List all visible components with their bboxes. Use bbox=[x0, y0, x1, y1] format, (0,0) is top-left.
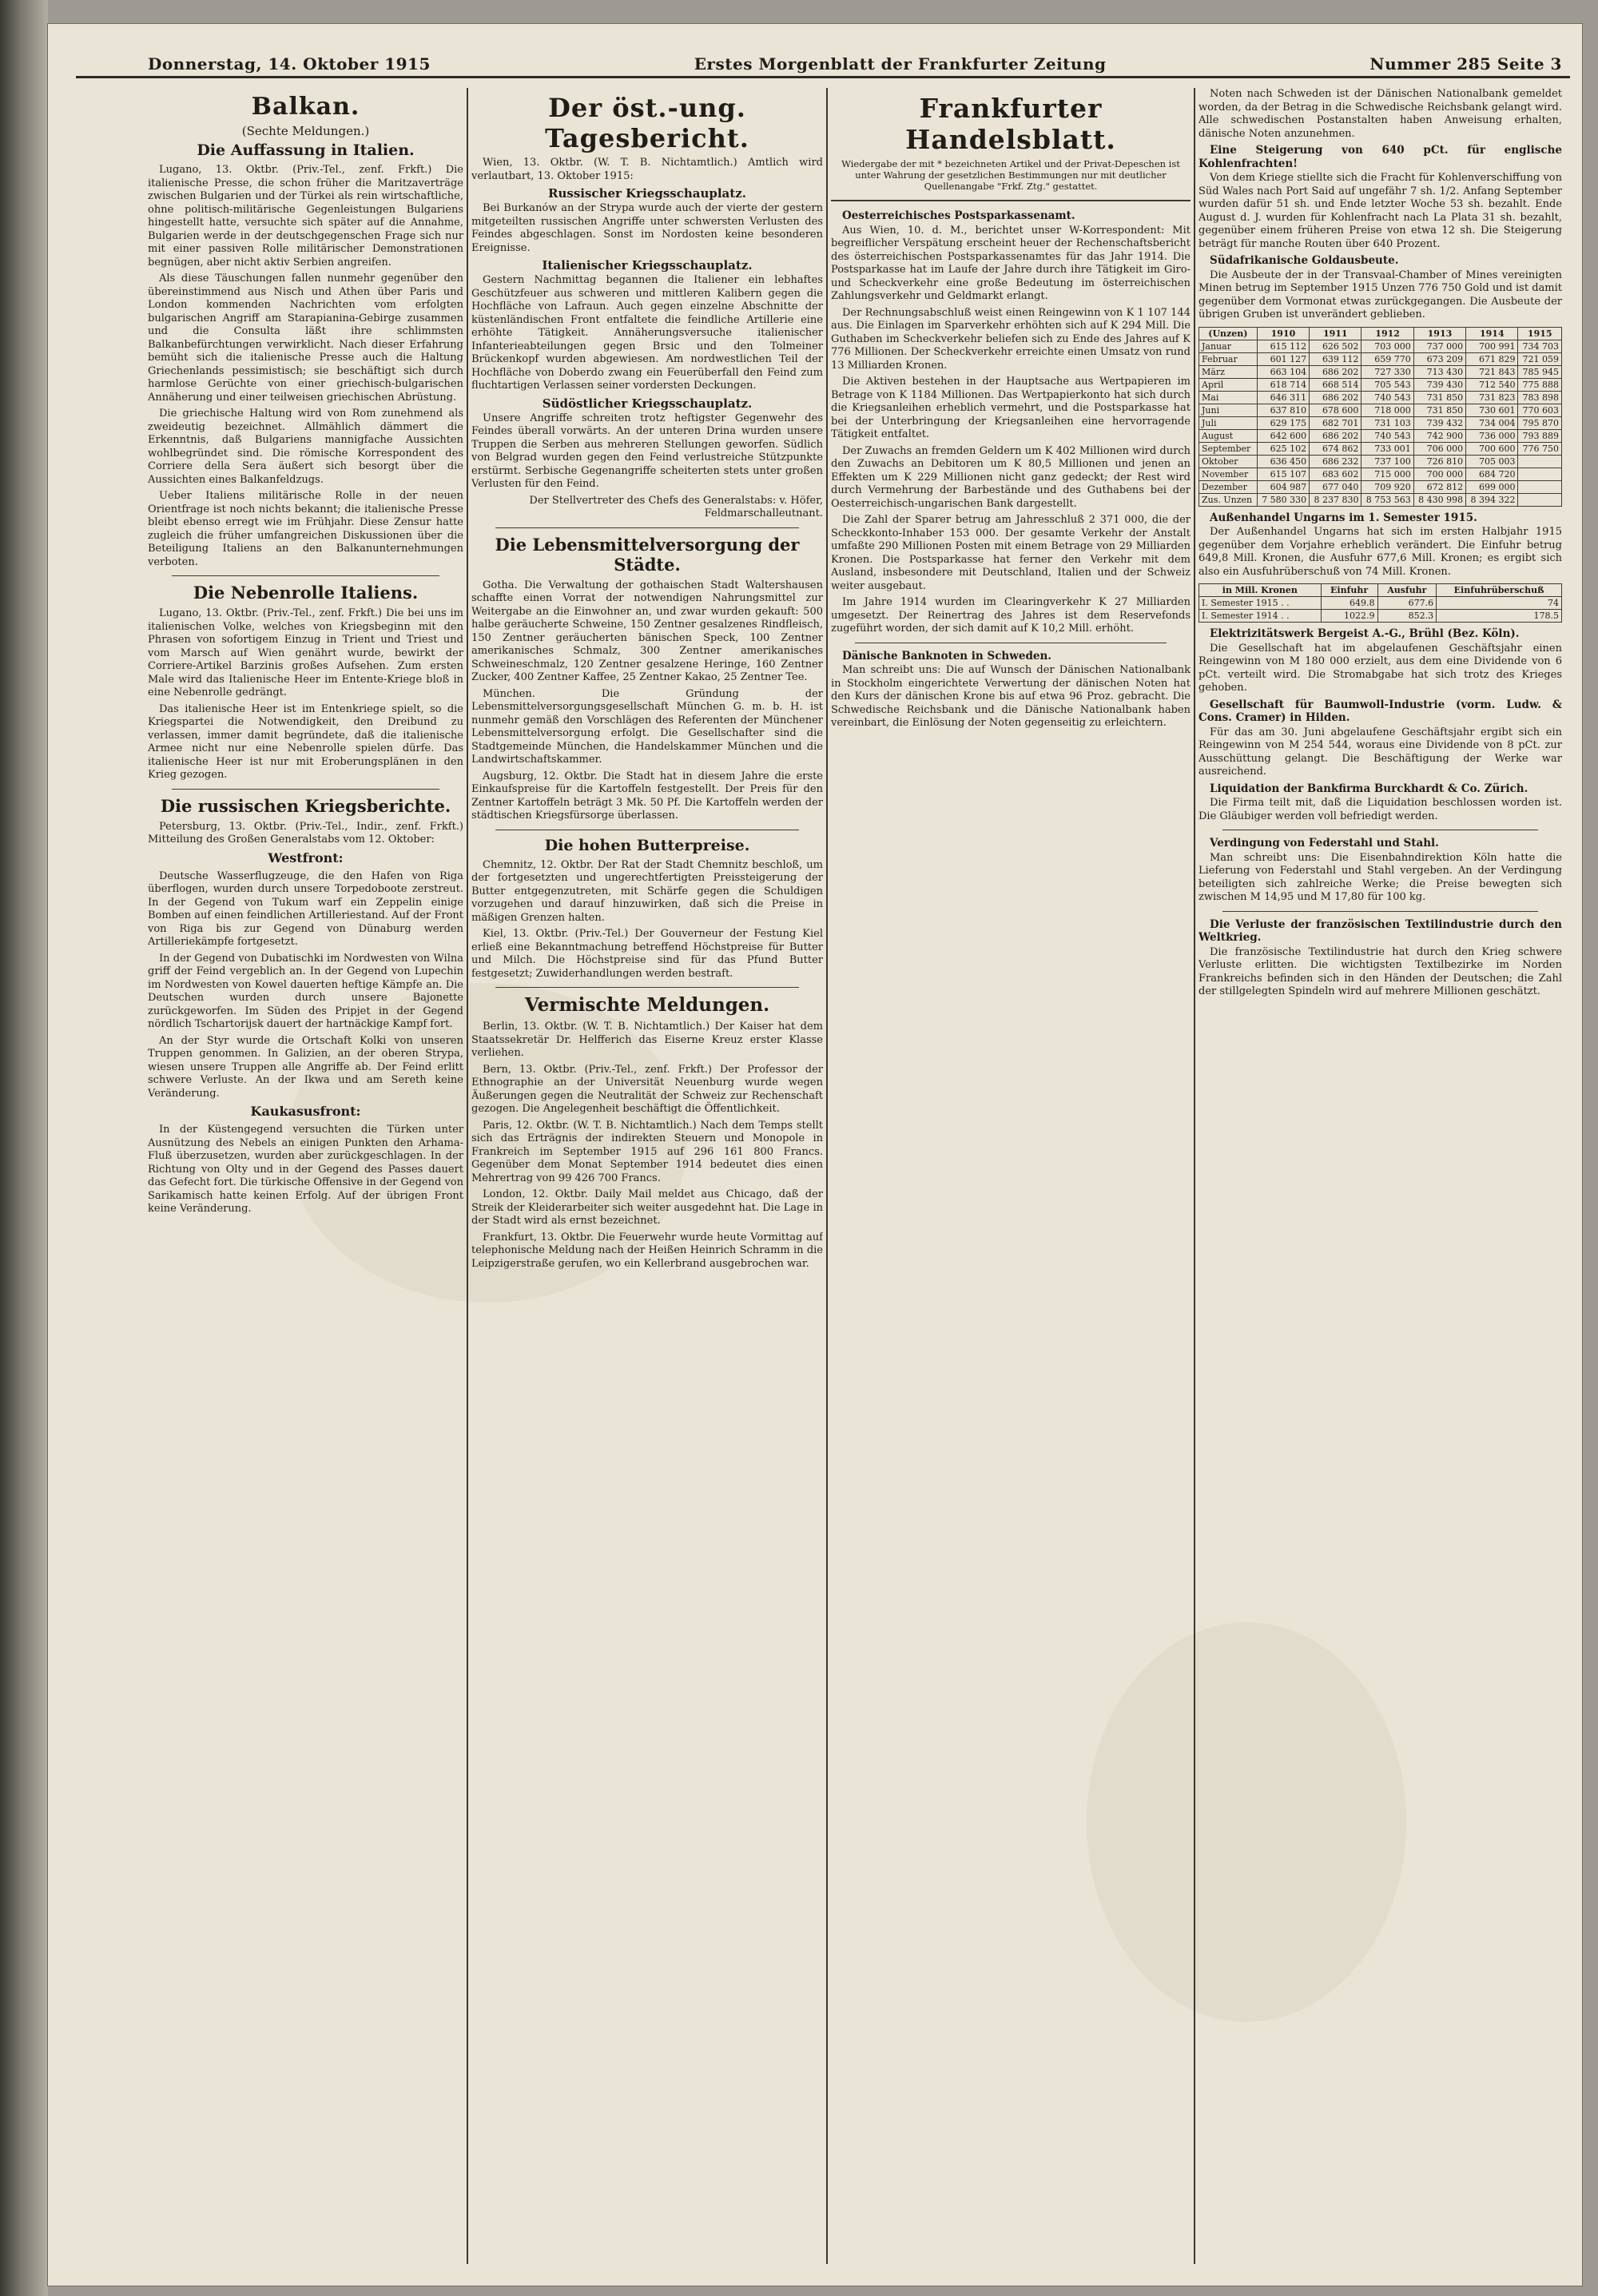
paragraph: Man schreibt uns: Die Eisenbahndirektion Köln hatte die Lieferung von Federstahl und Stahl vergeben. An der Verdingung beteiligten sich zahlreiche Werke; die Preise bewegten sich zwischen M 14,95 und M 17,80 für 100 kg. bbox=[1198, 851, 1562, 903]
paragraph: Von dem Kriege stiellte sich die Fracht für Kohlenverschiffung von Süd Wales nach Port Said auf ungefähr 7 sh. 1/2. Anfang September wurden dafür 51 sh. und Ende letzter Woche 53 sh. bezahlt. Ende August d. J. wurden für Kohlenfracht nach La Plata 31 sh. bezahlt, gegenüber einem früheren Preise von etwa 12 sh. Die Steigerung beträgt für manche Routen über 640 Prozent. bbox=[1198, 172, 1562, 250]
table-cell: 709 920 bbox=[1361, 480, 1413, 493]
article-heading: Elektrizitätswerk Bergeist A.-G., Brühl (Bez. Köln). bbox=[1210, 627, 1520, 640]
reprint-note: Wiedergabe der mit * bezeichneten Artikel und der Privat-Depeschen ist unter Wahrung der gesetzlichen Bestimmungen nur mit deutlicher Quellenangabe "Frkf. Ztg." gestattet. bbox=[841, 158, 1180, 192]
table-cell: 1022.9 bbox=[1321, 610, 1377, 623]
table-row bbox=[1199, 391, 1562, 404]
table-cell bbox=[1518, 455, 1562, 468]
table-cell: 686 202 bbox=[1310, 429, 1361, 442]
table-cell: 737 000 bbox=[1413, 340, 1465, 352]
table-cell: 625 102 bbox=[1257, 442, 1309, 455]
table-cell: September bbox=[1199, 442, 1258, 455]
table-cell: 646 311 bbox=[1257, 391, 1309, 404]
paragraph: Die Firma teilt mit, daß die Liquidation beschlossen worden ist. Die Gläubiger werden voll befriedigt werden. bbox=[1198, 797, 1562, 822]
section-heading: Die hohen Butterpreise. bbox=[544, 836, 750, 854]
section-masthead: Frankfurter Handelsblatt. bbox=[905, 93, 1116, 155]
paragraph: Petersburg, 13. Oktbr. (Priv.-Tel., Indir., zenf. Frkft.) Mitteilung des Großen Generalstabs vom 12. Oktober: bbox=[148, 820, 463, 846]
table-cell: Juli bbox=[1199, 416, 1258, 429]
paragraph: Die Aktiven bestehen in der Hauptsache aus Wertpapieren im Betrage von K 1184 Millionen. Das Wertpapierkonto hat sich durch die Kriegsanleihen erheblich vermehrt, und die Postsparkasse hat bei der Unterbringung der Kriegsanleihen eine hervorragende Tätigkeit entfaltet. bbox=[831, 376, 1191, 440]
section-heading: Vermischte Meldungen. bbox=[524, 994, 770, 1016]
table-cell: 686 202 bbox=[1310, 391, 1361, 404]
paragraph: München. Die Gründung der Lebensmittelversorgungsgesellschaft München G. m. b. H. ist nunmehr gemäß den Vorschlägen des Referenten der Münchener Lebensmittelversorgung erfolgt. Die Gesellschafter sind die Stadtgemeinde München, die Handelskammer München und die Landwirtschaftskammer. bbox=[471, 687, 823, 766]
table-cell: 663 104 bbox=[1257, 365, 1309, 378]
table-cell: 700 600 bbox=[1466, 442, 1518, 455]
table-cell: 770 603 bbox=[1518, 404, 1562, 416]
paragraph: Die griechische Haltung wird von Rom zunehmend als zweideutig bezeichnet. Allmählich dämmert die Erkenntnis, daß Bulgariens mannigfache Aussichten wohlbegründet sind. Die römische Korrespondent des Corriere della Sera äußert sich besorgt über die Aussichten eines Balkanfeldzugs. bbox=[148, 408, 463, 486]
article-heading: Die Verluste der französischen Textilindustrie durch den Weltkrieg. bbox=[1198, 917, 1562, 944]
table-cell: 601 127 bbox=[1257, 352, 1309, 365]
table-header: 1911 bbox=[1310, 327, 1361, 340]
table-cell: 705 003 bbox=[1466, 455, 1518, 468]
table-row bbox=[1199, 480, 1562, 493]
article-title: Balkan. bbox=[251, 93, 360, 121]
table-row bbox=[1199, 442, 1562, 455]
table-cell bbox=[1518, 493, 1562, 506]
article-heading: Oesterreichisches Postsparkassenamt. bbox=[842, 209, 1075, 222]
table-cell: 734 703 bbox=[1518, 340, 1562, 352]
table-header: Ausfuhr bbox=[1377, 584, 1437, 597]
column-rule bbox=[826, 88, 828, 2264]
paragraph: In der Gegend von Dubatischki im Nordwesten von Wilna griff der Feind vergeblich an. In der Gegend von Lupechin im Nordwesten von Kowel dauerten heftige Kämpfe an. Die Deutschen wurden durch unsere Bajonette zurückgeworfen. Im Süden des Pripjet in der Gegend nördlich Tschartorijsk dauert der hartnäckige Kampf fort. bbox=[148, 952, 463, 1030]
table-cell: 604 987 bbox=[1257, 480, 1309, 493]
article-heading: Dänische Banknoten in Schweden. bbox=[842, 649, 1051, 663]
table-cell: 737 100 bbox=[1361, 455, 1413, 468]
table-cell: 672 812 bbox=[1413, 480, 1465, 493]
table-cell: 677 040 bbox=[1310, 480, 1361, 493]
paragraph: In der Küstengegend versuchten die Türken unter Ausnützung des Nebels an einigen Punkten den Arhama-Fluß überzusetzen, wurden aber zurückgeschlagen. In der Richtung von Olty und in der Gegend des Passes dauert das Gefecht fort. Die türkische Offensive in der Gegend von Sarikamisch hatte keinen Erfolg. Auf der übrigen Front keine Veränderung. bbox=[148, 1124, 463, 1215]
table-cell: 74 bbox=[1437, 597, 1562, 610]
paragraph: Lugano, 13. Oktbr. (Priv.-Tel., zenf. Frkft.) Die italienische Presse, die schon früher die Maritzaverträge zwischen Bulgarien und der Türkei als rein wirtschaftliche, ohne politisch-militärische Gegenleistungen Bulgariens hingestellt hatte, versuchte sich später auf die Annahme, Bulgarien werde in der deutschgegenschen Frage sich nur mit einer passiven Rolle militärischer Demonstrationen begnügen, aber nicht aktiv Serbien angreifen. bbox=[148, 164, 463, 269]
table-cell: 721 843 bbox=[1466, 365, 1518, 378]
table-row bbox=[1199, 352, 1562, 365]
table-cell: 775 888 bbox=[1518, 378, 1562, 391]
divider bbox=[495, 987, 799, 988]
table-cell: 703 000 bbox=[1361, 340, 1413, 352]
table-cell: 739 432 bbox=[1413, 416, 1465, 429]
table-header: 1912 bbox=[1361, 327, 1413, 340]
divider bbox=[172, 789, 439, 790]
table-cell: 639 112 bbox=[1310, 352, 1361, 365]
paragraph: Der Außenhandel Ungarns hat sich im ersten Halbjahr 1915 gegenüber dem Vorjahre erheblich verändert. Die Einfuhr betrug 649,8 Mill. Kronen, die Ausfuhr 677,6 Mill. Kronen; es ergibt sich also ein Ausfuhrüberschuß von 74 Mill. Kronen. bbox=[1198, 526, 1562, 578]
column-3 bbox=[831, 88, 1191, 2264]
paragraph: Aus Wien, 10. d. M., berichtet unser W-Korrespondent: Mit begreiflicher Verspätung erscheint heuer der Rechenschaftsbericht des österreichischen Postsparkassenamtes für das Jahr 1914. Die Postsparkasse hat im Laufe der Jahre durch ihre Tätigkeit im Giro- und Scheckverkehr eine große Bedeutung im österreichischen Zahlungsverkehr und Geldmarkt erlangt. bbox=[831, 224, 1191, 302]
table-cell: 699 000 bbox=[1466, 480, 1518, 493]
table-cell: Januar bbox=[1199, 340, 1258, 352]
table-cell: 712 540 bbox=[1466, 378, 1518, 391]
paragraph: Paris, 12. Oktbr. (W. T. B. Nichtamtlich.) Nach dem Temps stellt sich das Erträgnis der indirekten Steuern und Monopole in Frankreich im September 1915 auf 296 161 800 Francs. Gegenüber dem Monat September 1914 bedeutet dies einen Mehrertrag von 99 426 700 Francs. bbox=[471, 1119, 823, 1184]
table-row bbox=[1199, 340, 1562, 352]
table-cell: 852.3 bbox=[1377, 610, 1437, 623]
section-heading: Die russischen Kriegsberichte. bbox=[160, 795, 451, 816]
table-cell: 618 714 bbox=[1257, 378, 1309, 391]
table-cell: August bbox=[1199, 429, 1258, 442]
table-cell: 733 001 bbox=[1361, 442, 1413, 455]
page-header bbox=[148, 48, 1562, 74]
paragraph: London, 12. Oktbr. Daily Mail meldet aus Chicago, daß der Streik der Kleiderarbeiter sich weiter ausgedehnt hat. Die Lage in der Stadt wird als ernst bezeichnet. bbox=[471, 1188, 823, 1227]
paragraph: Ueber Italiens militärische Rolle in der neuen Orientfrage ist noch nichts bekannt; die italienische Presse bleibt ebenso erregt wie im Frühjahr. Diese Zensur hatte zugleich die früher umfangreichen Diskussionen über die Beteiligung Italiens an den Balkanunternehmungen verboten. bbox=[148, 490, 463, 568]
table-cell: I. Semester 1915 . . bbox=[1199, 597, 1322, 610]
table-header: 1914 bbox=[1466, 327, 1518, 340]
paragraph: Augsburg, 12. Oktbr. Die Stadt hat in diesem Jahre die erste Einkaufspreise für die Kartoffeln festgestellt. Der Preis für den Zentner Kartoffeln beträgt 3 Mk. 50 Pf. Die Kartoffeln werden der städtischen Kriegsfürsorge überlassen. bbox=[471, 770, 823, 822]
table-cell: 705 543 bbox=[1361, 378, 1413, 391]
table-cell: 700 991 bbox=[1466, 340, 1518, 352]
paragraph: Die Gesellschaft hat im abgelaufenen Geschäftsjahr einen Reingewinn von M 180 000 erzielt, aus dem eine Dividende von 6 pCt. verteilt wird. Die Stromabgabe hat sich trotz des Krieges gehoben. bbox=[1198, 642, 1562, 694]
table-cell: Februar bbox=[1199, 352, 1258, 365]
front-heading: Westfront: bbox=[268, 850, 344, 865]
table-row bbox=[1199, 378, 1562, 391]
table-row bbox=[1199, 429, 1562, 442]
table-row bbox=[1199, 493, 1562, 506]
article-heading: Südafrikanische Goldausbeute. bbox=[1210, 254, 1399, 267]
table-cell: 671 829 bbox=[1466, 352, 1518, 365]
table-header: Einfuhr bbox=[1321, 584, 1377, 597]
table-cell: 700 000 bbox=[1413, 468, 1465, 480]
article-heading: Liquidation der Bankfirma Burckhardt & Co. Zürich. bbox=[1210, 782, 1528, 795]
table-cell: 718 000 bbox=[1361, 404, 1413, 416]
table-cell: 686 232 bbox=[1310, 455, 1361, 468]
table-cell: 785 945 bbox=[1518, 365, 1562, 378]
table-cell: Juni bbox=[1199, 404, 1258, 416]
paragraph: Als diese Täuschungen fallen nunmehr gegenüber den übereinstimmend aus Nisch und Athen über Paris und London kommenden Nachrichten vom erfolgten bulgarischen Angriff am Starapianina-Gebirge zusammen und die Consulta läßt ihre schlimmsten Balkanbefürchtungen verwirklicht. Nach dieser Erfahrung bemüht sich die italienische Presse auch die Haltung Griechenlands pessimistisch; sie beschäftigt sich durch harmlose Gerüchte von einer griechisch-bulgarischen Annäherung und einer teilweisen griechischen Abrüstung. bbox=[148, 273, 463, 404]
table-cell: Oktober bbox=[1199, 455, 1258, 468]
table-cell: 7 580 330 bbox=[1257, 493, 1309, 506]
paragraph: Die Zahl der Sparer betrug am Jahresschluß 2 371 000, die der Scheckkonto-Inhaber 153 000. Der gesamte Verkehr der Anstalt umfaßte 290 Millionen Posten mit einem Betrage von 29 Milliarden Kronen. Die Postsparkasse hat ferner den Verkehr mit dem Ausland, insbesondere mit Deutschland, Italien und der Schweiz weiter ausgebaut. bbox=[831, 514, 1191, 592]
paragraph: Das italienische Heer ist im Entenkriege spielt, so die Kriegspartei die Notwendigkeit, den Dreibund zu verlassen, immer damit begründete, daß die italienische Armee nicht nur eine Nebenrolle spielen dürfe. Das italienische Heer ist nur mit Eroberungsplänen in den Krieg gezogen. bbox=[148, 702, 463, 781]
header-rule bbox=[76, 76, 1570, 78]
book-binding bbox=[0, 0, 48, 2296]
table-header: 1915 bbox=[1518, 327, 1562, 340]
table-cell bbox=[1518, 480, 1562, 493]
paragraph: Im Jahre 1914 wurden im Clearingverkehr K 27 Milliarden umgesetzt. Der Reinertrag des Jahres ist dem Reservefonds zugeführt worden, der sich damit auf K 10,2 Mill. erhöht. bbox=[831, 596, 1191, 635]
signature: Der Stellvertreter des Chefs des Generalstabs: v. Höfer, Feldmarschalleutnant. bbox=[529, 494, 823, 519]
table-cell: 713 430 bbox=[1413, 365, 1465, 378]
paragraph: Deutsche Wasserflugzeuge, die den Hafen von Riga überflogen, wurden durch unsere Torpedoboote zerstreut. In der Gegend von Tukum warf ein Zeppelin einige Bomben auf einen feindlichen Artilleriestand. Auf der Front von Riga bis zur Gegend von Dünaburg werden Artilleriekämpfe fortgesetzt. bbox=[148, 869, 463, 948]
table-row bbox=[1199, 610, 1562, 623]
table-cell: 740 543 bbox=[1361, 429, 1413, 442]
gold-output-table bbox=[1198, 327, 1562, 507]
table-cell: 783 898 bbox=[1518, 391, 1562, 404]
header-date: Donnerstag, 14. Oktober 1915 bbox=[148, 54, 431, 74]
paragraph: Noten nach Schweden ist der Dänischen Nationalbank gemeldet worden, da der Betrag in die Schwedische Reichsbank gelangt wird. Alle schwedischen Postanstalten haben Anweisung erhalten, dänische Noten anzunehmen. bbox=[1198, 88, 1562, 140]
paragraph: Unsere Angriffe schreiten trotz heftigster Gegenwehr des Feindes überall vorwärts. An der unteren Drina wurden unsere Truppen die Serben aus mehreren Stellungen geworfen. Südlich von Belgrad wurden gegen den Feind verlustreiche Stützpunkte erstürmt. Serbische Gegenangriffe scheiterten stets unter großen Verlusten für den Feind. bbox=[471, 412, 823, 490]
table-cell: 734 004 bbox=[1466, 416, 1518, 429]
paragraph: Bei Burkanów an der Strypa wurde auch der vierte der gestern mitgeteilten russischen Angriffe unter schwersten Verlusten des Feindes abgeschlagen. Sonst im Nordosten keine besonderen Ereignisse. bbox=[471, 202, 823, 254]
table-cell: 740 543 bbox=[1361, 391, 1413, 404]
divider bbox=[495, 527, 799, 528]
table-header: (Unzen) bbox=[1199, 327, 1258, 340]
table-cell: 178.5 bbox=[1437, 610, 1562, 623]
table-header: in Mill. Kronen bbox=[1199, 584, 1322, 597]
table-cell: 8 394 322 bbox=[1466, 493, 1518, 506]
column-2 bbox=[471, 88, 823, 2264]
table-header-row bbox=[1199, 327, 1562, 340]
section-heading: Die Nebenrolle Italiens. bbox=[193, 583, 419, 603]
paragraph: Die Ausbeute der in der Transvaal-Chamber of Mines vereinigten Minen betrug im September 1915 Unzen 776 750 Gold und ist damit gegenüber dem Vormonat etwas zurückgegangen. Die Ausbeute der übrigen Gruben ist unverändert geblieben. bbox=[1198, 269, 1562, 320]
table-cell: Mai bbox=[1199, 391, 1258, 404]
table-cell: 731 850 bbox=[1413, 391, 1465, 404]
paragraph: Berlin, 13. Oktbr. (W. T. B. Nichtamtlich.) Der Kaiser hat dem Staatssekretär Dr. Helfferich das Eiserne Kreuz erster Klasse verliehen. bbox=[471, 1021, 823, 1059]
article-heading: Verdingung von Federstahl und Stahl. bbox=[1210, 837, 1439, 850]
column-4 bbox=[1198, 88, 1562, 2264]
table-cell: 730 601 bbox=[1466, 404, 1518, 416]
section-heading: Die Lebensmittelversorgung der Städte. bbox=[495, 534, 800, 575]
article-heading: Außenhandel Ungarns im 1. Semester 1915. bbox=[1210, 511, 1477, 524]
article-title: Der öst.-ung. Tagesbericht. bbox=[545, 93, 749, 153]
table-cell: 677.6 bbox=[1377, 597, 1437, 610]
table-cell: 674 862 bbox=[1310, 442, 1361, 455]
table-cell: 678 600 bbox=[1310, 404, 1361, 416]
table-header-row bbox=[1199, 584, 1562, 597]
paragraph: Für das am 30. Juni abgelaufene Geschäftsjahr ergibt sich ein Reingewinn von M 254 544, woraus eine Dividende von 8 pCt. zur Ausschüttung gelangt. Die Beschäftigung der Werke war ausreichend. bbox=[1198, 726, 1562, 778]
table-cell: 637 810 bbox=[1257, 404, 1309, 416]
paragraph: Gestern Nachmittag begannen die Italiener ein lebhaftes Geschützfeuer aus schweren und mittleren Kalibern gegen die Hochfläche von Lafraun. Auch gegen einzelne Abschnitte der küstenländischen Front entfaltete die feindliche Artillerie eine erhöhte Tätigkeit. Annäherungsversuche italienischer Infanterieabteilungen gegen Brsic und den Tolmeiner Brückenkopf wurden abgewiesen. Am nordwestlichen Teil der Hochfläche von Doberdo zwang ein Feuerüberfall den Feind zum fluchtartigen Verlassen seiner vordersten Deckungen. bbox=[471, 274, 823, 392]
paragraph: Lugano, 13. Oktbr. (Priv.-Tel., zenf. Frkft.) Die bei uns im italienischen Volke, welches von Kriegsbeginn mit den Phrasen von sofortigem Einzug in Trient und Triest und vom Marsch auf Wien genährt wurde, bewirkt der Corriere-Artikel Barzinis großes Aufsehen. Zum ersten Male wird das Italienische Heer im Entente-Kriege bloß in eine Nebenrolle gedrängt. bbox=[148, 607, 463, 698]
table-body bbox=[1199, 340, 1562, 506]
table-cell: 642 600 bbox=[1257, 429, 1309, 442]
table-cell: 673 209 bbox=[1413, 352, 1465, 365]
column-rule bbox=[1194, 88, 1195, 2264]
table-cell: Zus. Unzen bbox=[1199, 493, 1258, 506]
table-cell: 795 870 bbox=[1518, 416, 1562, 429]
table-cell: 731 850 bbox=[1413, 404, 1465, 416]
table-cell: 683 602 bbox=[1310, 468, 1361, 480]
table-cell: 615 112 bbox=[1257, 340, 1309, 352]
paragraph: Bern, 13. Oktbr. (Priv.-Tel., zenf. Frkft.) Der Professor der Ethnographie an der Universität Neuenburg wurde wegen Äußerungen gegen die Neutralität der Schweiz zur Rechenschaft gezogen. Die Angelegenheit beschäftigt die Öffentlichkeit. bbox=[471, 1063, 823, 1115]
table-cell: 615 107 bbox=[1257, 468, 1309, 480]
table-cell: 626 502 bbox=[1310, 340, 1361, 352]
article-subtitle: (Sechte Meldungen.) bbox=[241, 124, 370, 138]
article-heading: Eine Steigerung von 640 pCt. für englische Kohlenfrachten! bbox=[1198, 144, 1562, 170]
table-cell: 629 175 bbox=[1257, 416, 1309, 429]
table-cell: 8 430 998 bbox=[1413, 493, 1465, 506]
table-cell: 686 202 bbox=[1310, 365, 1361, 378]
trade-table bbox=[1198, 583, 1562, 623]
table-row bbox=[1199, 365, 1562, 378]
table-header: Einfuhrüberschuß bbox=[1437, 584, 1562, 597]
table-cell: 736 000 bbox=[1466, 429, 1518, 442]
table-cell: 668 514 bbox=[1310, 378, 1361, 391]
table-cell: 739 430 bbox=[1413, 378, 1465, 391]
column-1 bbox=[148, 88, 463, 2264]
table-header: 1913 bbox=[1413, 327, 1465, 340]
front-heading: Kaukasusfront: bbox=[250, 1104, 361, 1119]
table-cell: Dezember bbox=[1199, 480, 1258, 493]
paragraph: Die französische Textilindustrie hat durch den Krieg schwere Verluste erlitten. Die wichtigsten Textilbezirke im Norden Frankreichs befinden sich in den Händen der Deutschen; die Zahl der stillgelegten Spindeln wird auf mehrere Millionen geschätzt. bbox=[1198, 945, 1562, 997]
table-cell: 793 889 bbox=[1518, 429, 1562, 442]
paragraph: Gotha. Die Verwaltung der gothaischen Stadt Waltershausen schaffte einen Vorrat der notwendigen Nahrungsmittel zur Weitergabe an die Einwohner an, und zwar wurden gekauft: 500 halbe geräucherte Schweine, 150 Zentner gesalzenes Rindfleisch, 150 Zentner geräucherten bänischen Speck, 100 Zentner amerikanisches Schmalz, 300 Zentner amerikanisches Schweineschmalz, 120 Zentner gesalzene Heringe, 160 Zentner Zucker, 400 Zentner Kaffee, 25 Zentner Kakao, 25 Zentner Tee. bbox=[471, 579, 823, 683]
table-row bbox=[1199, 468, 1562, 480]
paragraph: Frankfurt, 13. Oktbr. Die Feuerwehr wurde heute Vormittag auf telephonische Meldung nach der Heißen Heinrich Schramm in die Leipzigerstraße gerufen, wo ein Kellerbrand ausgebrochen war. bbox=[471, 1231, 823, 1270]
paragraph: An der Styr wurde die Ortschaft Kolki von unseren Truppen genommen. In Galizien, an der oberen Strypa, wiesen unsere Truppen alle Angriffe ab. Der Feind erlitt schwere Verluste. An der Ikwa und am Sereth keine Veränderung. bbox=[148, 1034, 463, 1100]
paragraph: Chemnitz, 12. Oktbr. Der Rat der Stadt Chemnitz beschloß, um der fortgesetzten und ungerechtfertigten Preissteigerung der Butter entgegenzutreten, mit Schärfe gegen die Schuldigen vorzugehen und darauf hinzuwirken, daß sich die Preise in mäßigen Grenzen halten. bbox=[471, 858, 823, 924]
table-cell: 776 750 bbox=[1518, 442, 1562, 455]
table-row bbox=[1199, 455, 1562, 468]
section-heading: Südöstlicher Kriegsschauplatz. bbox=[542, 396, 753, 411]
paragraph: Man schreibt uns: Die auf Wunsch der Dänischen Nationalbank in Stockholm eingerichtete Verwertung der dänischen Noten hat den Kurs der dänischen Krone bis auf etwa 96 Proz. gebracht. Die Schwedische Reichsbank und die Dänische Nationalbank haben vereinbart, die Einlösung der Noten gegenseitig zu erleichtern. bbox=[831, 664, 1191, 729]
divider bbox=[172, 575, 439, 576]
column-rule bbox=[467, 88, 468, 2264]
table-cell: 715 000 bbox=[1361, 468, 1413, 480]
table-cell: 726 810 bbox=[1413, 455, 1465, 468]
table-cell: I. Semester 1914 . . bbox=[1199, 610, 1322, 623]
paragraph: Wien, 13. Oktbr. (W. T. B. Nichtamtlich.) Amtlich wird verlautbart, 13. Oktober 1915: bbox=[471, 157, 823, 182]
table-cell: 659 770 bbox=[1361, 352, 1413, 365]
table-cell: 682 701 bbox=[1310, 416, 1361, 429]
table-cell: April bbox=[1199, 378, 1258, 391]
table-cell: 8 753 563 bbox=[1361, 493, 1413, 506]
table-row bbox=[1199, 416, 1562, 429]
section-heading: Die Auffassung in Italien. bbox=[197, 141, 415, 159]
paragraph: Der Zuwachs an fremden Geldern um K 402 Millionen wird durch den Zuwachs an Debitoren um K 80,5 Millionen und jenen an Effekten um K 229 Millionen nicht ganz gedeckt; der Rest wird durch Vermehrung der Barbestände und des Guthabens bei der Oesterreichisch-ungarischen Bank dargestellt. bbox=[831, 444, 1191, 510]
table-row bbox=[1199, 597, 1562, 610]
table-cell bbox=[1518, 468, 1562, 480]
table-cell: 706 000 bbox=[1413, 442, 1465, 455]
paragraph: Kiel, 13. Oktbr. (Priv.-Tel.) Der Gouverneur der Festung Kiel erließ eine Bekanntmachung betreffend Höchstpreise für Butter und Milch. Die Höchstpreise sind für das Pfund Butter festgesetzt; Zuwiderhandlungen werden bestraft. bbox=[471, 928, 823, 980]
divider bbox=[831, 200, 1191, 201]
table-cell: 727 330 bbox=[1361, 365, 1413, 378]
table-cell: 684 720 bbox=[1466, 468, 1518, 480]
table-cell: März bbox=[1199, 365, 1258, 378]
table-cell: 636 450 bbox=[1257, 455, 1309, 468]
section-heading: Italienischer Kriegsschauplatz. bbox=[542, 258, 753, 273]
table-cell: 649.8 bbox=[1321, 597, 1377, 610]
table-header: 1910 bbox=[1257, 327, 1309, 340]
table-cell: 731 823 bbox=[1466, 391, 1518, 404]
divider bbox=[1222, 911, 1538, 912]
header-page-number: Nummer 285 Seite 3 bbox=[1369, 54, 1562, 74]
paragraph: Der Rechnungsabschluß weist einen Reingewinn von K 1 107 144 aus. Die Einlagen im Sparverkehr erhöhten sich auf K 294 Mill. Die Guthaben im Scheckverkehr beliefen sich zu Ende des Jahres auf K 776 Millionen. Der Scheckverkehr erreichte einen Umsatz von rund 13 Milliarden Kronen. bbox=[831, 306, 1191, 372]
table-cell: 8 237 830 bbox=[1310, 493, 1361, 506]
section-heading: Russischer Kriegsschauplatz. bbox=[548, 186, 746, 201]
table-row bbox=[1199, 404, 1562, 416]
table-cell: 721 059 bbox=[1518, 352, 1562, 365]
article-heading: Gesellschaft für Baumwoll-Industrie (vorm. Ludw. & Cons. Cramer) in Hilden. bbox=[1198, 698, 1562, 724]
table-cell: 731 103 bbox=[1361, 416, 1413, 429]
table-cell: 742 900 bbox=[1413, 429, 1465, 442]
header-paper-name: Erstes Morgenblatt der Frankfurter Zeitung bbox=[694, 54, 1107, 74]
table-cell: November bbox=[1199, 468, 1258, 480]
